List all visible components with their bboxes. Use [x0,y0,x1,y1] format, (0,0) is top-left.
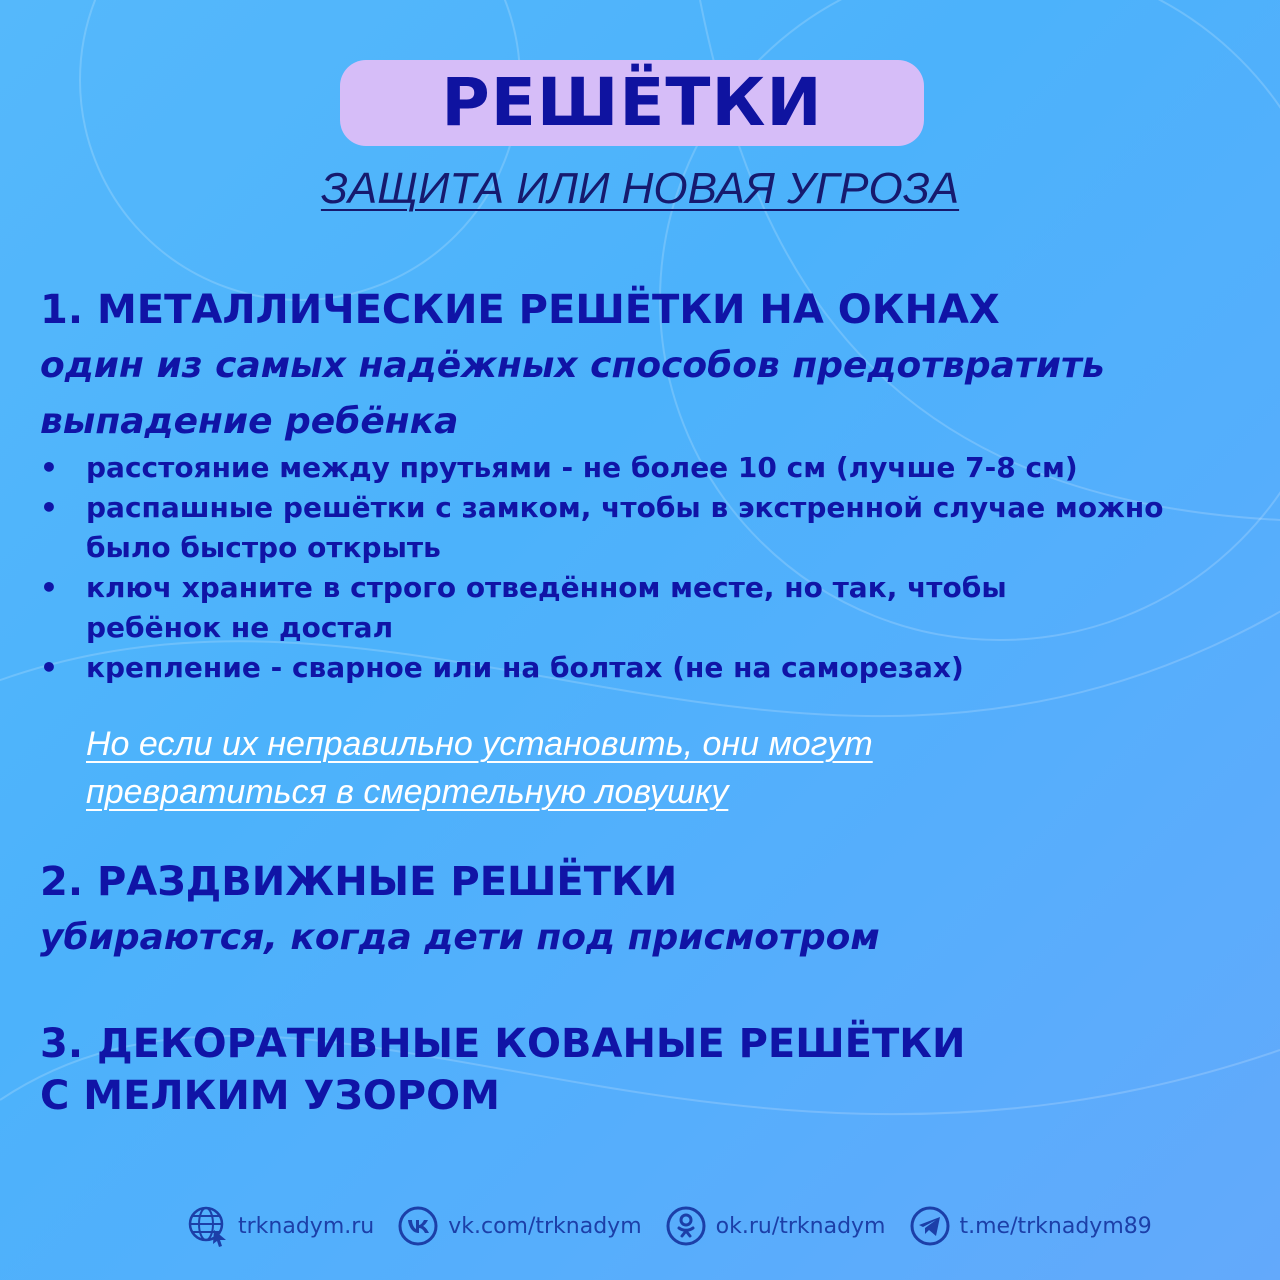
footer-link-text: t.me/trknadym89 [959,1213,1152,1239]
section3-heading-line1: 3. ДЕКОРАТИВНЫЕ КОВАНЫЕ РЕШЁТКИ [40,1021,966,1067]
page-title: РЕШЁТКИ [441,64,823,141]
footer-link-ok[interactable] [664,1204,886,1248]
telegram-icon [908,1204,952,1248]
section1-desc-line1: один из самых надёжных способов предотвратить [40,345,1105,386]
section1-bullet-list [40,448,1240,688]
section1-desc-line2: выпадение ребёнка [40,401,459,442]
footer-link-vk[interactable] [396,1204,641,1248]
globe-icon [186,1204,230,1248]
footer-links [186,1200,1152,1252]
footer-link-text: trknadym.ru [238,1213,375,1239]
section2-heading: 2. РАЗДВИЖНЫЕ РЕШЁТКИ [40,859,678,905]
list-item: • расстояние между прутьями - не более 10 см (лучше 7-8 см) [40,448,1240,488]
list-item: • ключ храните в строго отведённом месте, но так, чтобы ребёнок не достал [40,568,1026,648]
section3-heading-line2: С МЕЛКИМ УЗОРОМ [40,1073,500,1119]
footer-link-site[interactable] [186,1204,374,1248]
footer-link-text: ok.ru/trknadym [715,1213,886,1239]
list-item: • распашные решётки с замком, чтобы в экстренной случае можно было быстро открыть [40,488,1186,568]
section2-desc: убираются, когда дети под присмотром [40,917,880,958]
section1-heading: 1. МЕТАЛЛИЧЕСКИЕ РЕШЁТКИ НА ОКНАХ [40,287,1000,333]
vk-icon [396,1204,440,1248]
page-subtitle: ЗАЩИТА ИЛИ НОВАЯ УГРОЗА [320,164,960,213]
footer-link-telegram[interactable] [908,1204,1152,1248]
footer-link-text: vk.com/trknadym [448,1213,642,1239]
odnoklassniki-icon [664,1204,708,1248]
warning-note: Но если их неправильно установить, они могут превратиться в смертельную ловушку [86,725,873,811]
title-box [340,60,924,146]
list-item: • крепление - сварное или на болтах (не на саморезах) [40,648,1240,688]
